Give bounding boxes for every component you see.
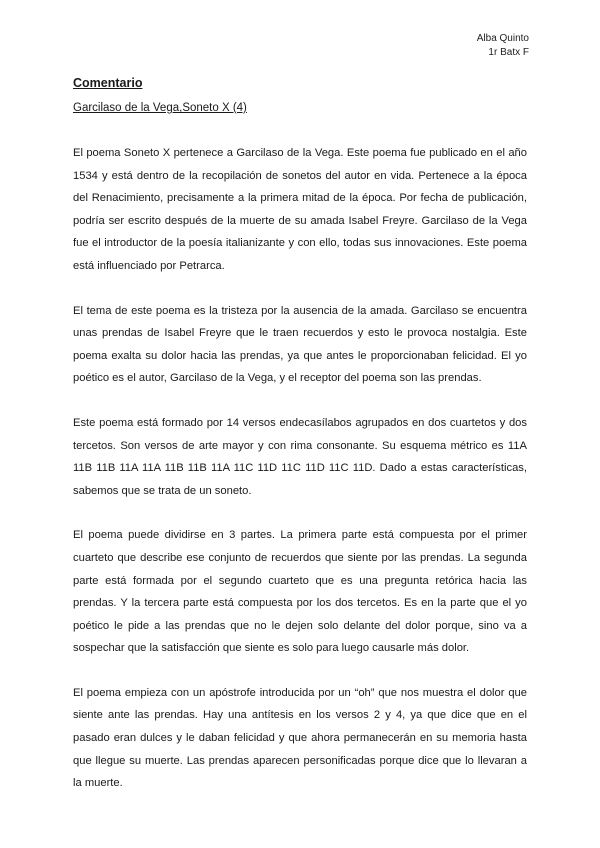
document-title: Comentario [73,76,143,90]
document-subtitle: Garcilaso de la Vega,Soneto X (4) [73,102,247,114]
document-body [73,74,527,817]
paragraph-theme: El tema de este poema es la tristeza por la ausencia de la amada. Garcilaso se encuentra unas prendas de Isabel Freyre que le traen recuerdos y esto le provoca nostalgia. Este poema exalta su dolor hacia las prendas, ya que antes le proporcionaban felicidad. El yo poético es el autor, Garcilaso de la Vega, y el receptor del poema son las prendas. [73,304,527,385]
author-name: Alba Quinto [476,33,529,44]
paragraph-figures: El poema empieza con un apóstrofe introducida por un “oh” que nos muestra el dolor que siente ante las prendas. Hay una antítesis en los versos 2 y 4, ya que dice que en el pasado eran dulces y le daban felicidad y que ahora permanecerán en su memoria hasta que llegue su muerte. Las prendas aparecen personificadas porque dice que lo llevaran a la muerte. [73,686,527,790]
paragraph-metrics: Este poema está formado por 14 versos endecasílabos agrupados en dos cuartetos y dos tercetos. Son versos de arte mayor y con rima consonante. Su esquema métrico es 11A 11B 11B 11A 11A 11B 11B 11A 11C 11D 11C 11D 11C 11D. Dado a estas características, sabemos que se trata de un soneto. [73,416,527,497]
paragraph-structure: El poema puede dividirse en 3 partes. La primera parte está compuesta por el primer cuarteto que describe ese conjunto de recuerdos que siente por las prendas. La segunda parte está formada por el segundo cuarteto que es una pregunta retórica hacia las prendas. Y la tercera parte está compuesta por los dos tercetos. Es en la parte que el yo poético le pide a las prendas que no le dejen solo delante del dolor porque, sino va a sospechar que la satisfacción que siente es solo para luego causarle más dolor. [73,529,527,655]
page-header [477,32,529,60]
paragraph-introduction: El poema Soneto X pertenece a Garcilaso de la Vega. Este poema fue publicado en el año 1534 y está dentro de la recopilación de sonetos del autor en vida. Pertenece a la época del Renacimiento, precisamente a la primera mitad de la época. Por fecha de publicación, podría ser escrito después de la muerte de su amada Isabel Freyre. Garcilaso de la Vega fue el introductor de la poesía italianizante y con ello, todas sus innovaciones. Este poema está influenciado por Petrarca. [73,147,527,272]
class-group: 1r Batx F [488,47,529,58]
